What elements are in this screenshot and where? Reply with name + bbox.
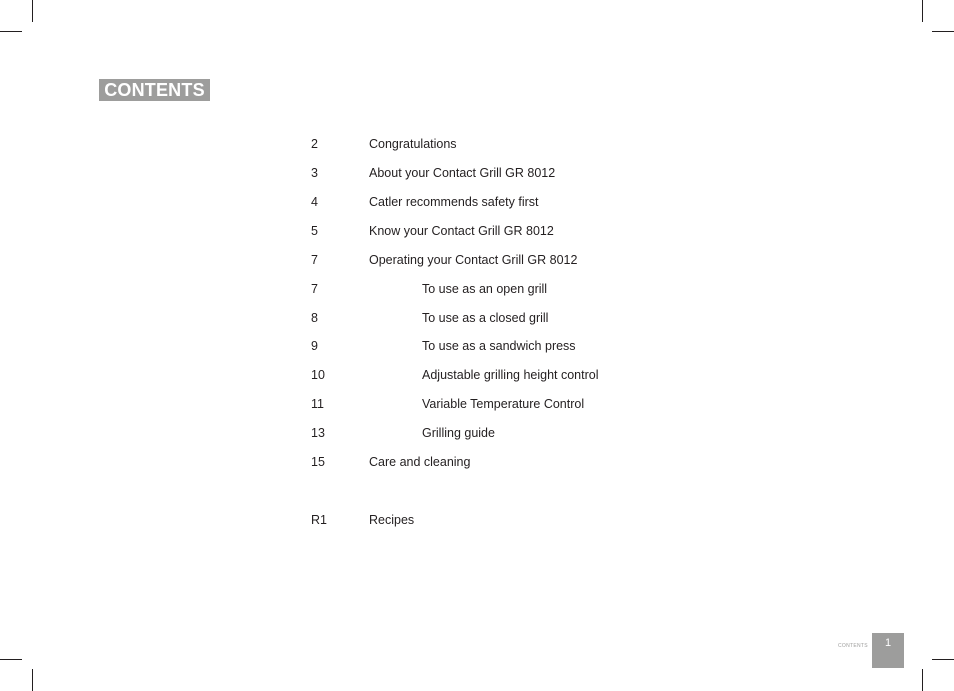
toc-entry-label: Adjustable grilling height control	[422, 368, 599, 382]
toc-page-number: 7	[311, 282, 318, 296]
toc-entry	[311, 221, 731, 241]
toc-page-number: 3	[311, 166, 318, 180]
toc-entry	[311, 365, 731, 385]
toc-entry-label: Recipes	[369, 513, 415, 527]
toc-entry	[311, 250, 731, 270]
toc-entry-label: To use as a closed grill	[422, 311, 549, 325]
toc-page-number: 7	[311, 253, 318, 267]
toc-entry-label: Grilling guide	[422, 426, 495, 440]
toc-page-number: 13	[311, 426, 325, 440]
toc-entry	[311, 423, 731, 443]
crop-mark-bottom-right-vertical	[922, 669, 923, 691]
toc-page-number: 15	[311, 455, 325, 469]
toc-entry	[311, 452, 731, 472]
toc-entry	[311, 192, 731, 212]
toc-entry	[311, 308, 731, 328]
toc-entry-label: Catler recommends safety first	[369, 195, 539, 209]
page-number-tab	[872, 633, 904, 668]
toc-entry-label: Know your Contact Grill GR 8012	[369, 224, 554, 238]
toc-page-number: 8	[311, 311, 318, 325]
toc-page-number: 5	[311, 224, 318, 238]
toc-entry	[311, 336, 731, 356]
toc-entry	[311, 279, 731, 299]
footer-section-label: CONTENTS	[838, 643, 868, 649]
crop-mark-top-right-vertical	[922, 0, 923, 22]
crop-mark-top-left-vertical	[32, 0, 33, 22]
toc-entry-label: Congratulations	[369, 137, 457, 151]
toc-entry-label: Variable Temperature Control	[422, 397, 585, 411]
toc-page-number: R1	[311, 513, 327, 527]
toc-page-number: 9	[311, 339, 318, 353]
crop-mark-bottom-right-horizontal	[932, 659, 954, 660]
toc-entry	[311, 134, 731, 154]
toc-entry-label: To use as a sandwich press	[422, 339, 576, 353]
toc-page-number: 2	[311, 137, 318, 151]
toc-page-number: 10	[311, 368, 325, 382]
page-number: 1	[884, 637, 892, 649]
toc-entry-label: Care and cleaning	[369, 455, 471, 469]
crop-mark-top-right-horizontal	[932, 31, 954, 32]
toc-entry-label: To use as an open grill	[422, 282, 548, 296]
toc-entry	[311, 510, 731, 530]
crop-mark-bottom-left-horizontal	[0, 659, 22, 660]
toc-entry-label: Operating your Contact Grill GR 8012	[369, 253, 578, 267]
toc-entry	[311, 394, 731, 414]
crop-mark-bottom-left-vertical	[32, 669, 33, 691]
toc-entry	[311, 163, 731, 183]
toc-page-number: 4	[311, 195, 318, 209]
toc-entry-label: About your Contact Grill GR 8012	[369, 166, 556, 180]
page-title: CONTENTS	[99, 79, 210, 101]
toc-page-number: 11	[311, 397, 324, 411]
crop-mark-top-left-horizontal	[0, 31, 22, 32]
